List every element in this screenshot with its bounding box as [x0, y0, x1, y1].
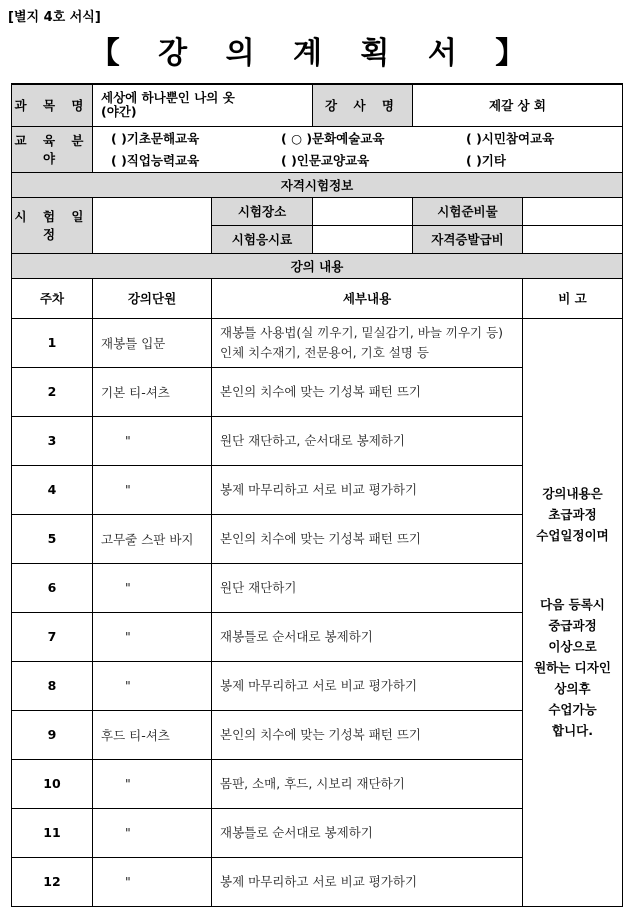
field-option-civic[interactable]: ( )시민참여교육 [466, 131, 555, 146]
field-option-other[interactable]: ( )기타 [466, 153, 506, 168]
lecture-detail [212, 563, 523, 612]
lecture-unit: " [93, 563, 212, 612]
lecture-unit: " [93, 465, 212, 514]
remark-line: 강의내용은 [542, 486, 603, 501]
content-header-row [12, 278, 623, 318]
week-number: 9 [12, 710, 93, 759]
lecture-detail-line-1: 재봉틀로 순서대로 봉제하기 [220, 824, 373, 840]
exam-fee-label: 시험응시료 [212, 225, 313, 253]
lecture-detail-line-2: 인체 치수재기, 전문용어, 기호 설명 등 [220, 344, 429, 360]
lecture-unit: " [93, 661, 212, 710]
cert-fee-value [523, 225, 623, 253]
col-header-remark: 비 고 [523, 278, 623, 318]
remark-line: 다음 등록시 [540, 597, 605, 612]
remark-line: 원하는 디자인 [534, 660, 611, 675]
lecture-detail-line-1: 재봉틀 사용법(실 끼우기, 밑실감기, 바늘 끼우기 등) [220, 324, 504, 340]
lecture-detail [212, 514, 523, 563]
subject-line-2: (야간) [101, 104, 137, 120]
week-number: 11 [12, 808, 93, 857]
remark-line: 이상으로 [548, 639, 597, 654]
col-header-week: 주차 [12, 278, 93, 318]
lecture-unit: 후드 티-셔츠 [93, 710, 212, 759]
remark-line: 수업가능 [548, 702, 597, 717]
form-number: [별지 4호 서식] [8, 10, 101, 25]
week-number: 2 [12, 367, 93, 416]
content-section-title: 강의 내용 [12, 253, 623, 278]
field-options [93, 126, 623, 172]
lecture-detail [212, 416, 523, 465]
exam-place-label: 시험장소 [212, 197, 313, 225]
lecture-detail-line-1: 원단 재단하고, 순서대로 봉제하기 [220, 432, 405, 448]
lecture-detail [212, 318, 523, 367]
remark-line: 수업일정이며 [536, 528, 609, 543]
lecture-unit: 기본 티-셔츠 [93, 367, 212, 416]
lecture-plan-table [11, 83, 623, 907]
field-option-vocational[interactable]: ( )직업능력교육 [111, 153, 200, 168]
week-number: 7 [12, 612, 93, 661]
cert-fee-label: 자격증발급비 [413, 225, 523, 253]
remark-cell [523, 318, 623, 906]
exam-date-value [93, 197, 212, 253]
lecture-detail [212, 612, 523, 661]
exam-place-value [313, 197, 413, 225]
week-number: 1 [12, 318, 93, 367]
lecture-detail-line-1: 본인의 치수에 맞는 기성복 패턴 뜨기 [220, 530, 421, 546]
lecture-detail [212, 808, 523, 857]
remark-line: 초급과정 [548, 507, 597, 522]
exam-fee-value [313, 225, 413, 253]
week-number: 6 [12, 563, 93, 612]
exam-section-title: 자격시험정보 [12, 172, 623, 197]
exam-date-label: 시 험 일 정 [12, 197, 93, 253]
exam-prep-label: 시험준비물 [413, 197, 523, 225]
remark-line: 상의후 [554, 681, 591, 696]
exam-section-row [12, 172, 623, 197]
week-number: 10 [12, 759, 93, 808]
field-label: 교 육 분 야 [12, 126, 93, 172]
lecture-detail [212, 710, 523, 759]
week-number: 4 [12, 465, 93, 514]
instructor-label: 강 사 명 [313, 84, 413, 126]
lecture-detail [212, 759, 523, 808]
lecture-detail-line-1: 몸판, 소매, 후드, 시보리 재단하기 [220, 775, 405, 791]
lecture-detail-line-1: 원단 재단하기 [220, 579, 297, 595]
remark-spacer [523, 546, 622, 594]
lecture-detail-line-1: 봉제 마무리하고 서로 비교 평가하기 [220, 873, 418, 889]
exam-row-1 [12, 197, 623, 225]
instructor-value: 제갈 상 회 [413, 84, 623, 126]
lecture-unit: " [93, 416, 212, 465]
week-number: 5 [12, 514, 93, 563]
document-title: 【 강 의 계 획 서 】 [89, 36, 540, 71]
lecture-detail-line-1: 본인의 치수에 맞는 기성복 패턴 뜨기 [220, 383, 421, 399]
subject-value [93, 84, 313, 126]
lecture-row [12, 318, 623, 367]
lecture-unit: " [93, 759, 212, 808]
lecture-unit: 재봉틀 입문 [93, 318, 212, 367]
lecture-detail-line-1: 재봉틀로 순서대로 봉제하기 [220, 628, 373, 644]
lecture-detail [212, 367, 523, 416]
lecture-detail [212, 857, 523, 906]
lecture-detail-line-1: 봉제 마무리하고 서로 비교 평가하기 [220, 481, 418, 497]
subject-row [12, 84, 623, 126]
subject-label: 과 목 명 [12, 84, 93, 126]
lecture-unit: " [93, 857, 212, 906]
field-option-culture-arts[interactable]: ( ○ )문화예술교육 [281, 131, 385, 146]
field-option-humanities[interactable]: ( )인문교양교육 [281, 153, 370, 168]
subject-line-1: 세상에 하나뿐인 나의 옷 [101, 90, 235, 106]
field-row [12, 126, 623, 172]
lecture-detail [212, 661, 523, 710]
remark-line: 중급과정 [548, 618, 597, 633]
lecture-detail [212, 465, 523, 514]
lecture-detail-line-1: 봉제 마무리하고 서로 비교 평가하기 [220, 677, 418, 693]
col-header-unit: 강의단원 [93, 278, 212, 318]
exam-prep-value [523, 197, 623, 225]
week-number: 8 [12, 661, 93, 710]
lecture-unit: 고무줄 스판 바지 [93, 514, 212, 563]
lecture-detail-line-1: 본인의 치수에 맞는 기성복 패턴 뜨기 [220, 726, 421, 742]
lecture-unit: " [93, 808, 212, 857]
week-number: 12 [12, 857, 93, 906]
week-number: 3 [12, 416, 93, 465]
remark-line: 합니다. [552, 723, 593, 738]
content-section-row [12, 253, 623, 278]
field-option-basic-literacy[interactable]: ( )기초문해교육 [111, 131, 200, 146]
col-header-detail: 세부내용 [212, 278, 523, 318]
lecture-unit: " [93, 612, 212, 661]
